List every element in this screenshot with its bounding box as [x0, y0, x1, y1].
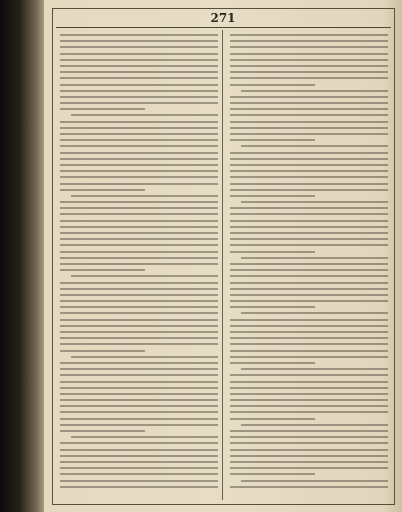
illegible-text-line: [60, 59, 218, 61]
illegible-text-line: [60, 381, 218, 383]
illegible-text-line: [230, 442, 388, 444]
illegible-text-line: [230, 387, 388, 389]
illegible-text-line: [230, 164, 388, 166]
illegible-text-line: [230, 226, 388, 228]
illegible-text-line: [71, 356, 218, 358]
illegible-text-line: [60, 473, 218, 475]
illegible-text-line: [230, 59, 388, 61]
illegible-text-line: [60, 467, 218, 469]
illegible-text-line: [60, 207, 218, 209]
illegible-text-line: [60, 189, 145, 191]
illegible-text-line: [230, 282, 388, 284]
illegible-text-line: [230, 418, 315, 420]
illegible-text-line: [60, 53, 218, 55]
illegible-text-line: [230, 46, 388, 48]
illegible-text-line: [230, 152, 388, 154]
illegible-text-line: [60, 300, 218, 302]
illegible-text-line: [230, 362, 315, 364]
illegible-text-line: [230, 331, 388, 333]
illegible-text-line: [230, 319, 388, 321]
illegible-text-line: [60, 257, 218, 259]
illegible-text-line: [60, 84, 218, 86]
illegible-text-line: [60, 108, 145, 110]
illegible-text-line: [230, 71, 388, 73]
illegible-text-line: [60, 455, 218, 457]
illegible-text-line: [230, 467, 388, 469]
illegible-text-line: [230, 127, 388, 129]
illegible-text-line: [60, 374, 218, 376]
illegible-text-line: [230, 189, 388, 191]
illegible-text-line: [60, 350, 145, 352]
illegible-text-line: [230, 343, 388, 345]
illegible-text-line: [230, 40, 388, 42]
illegible-text-line: [230, 238, 388, 240]
illegible-text-line: [230, 65, 388, 67]
illegible-text-line: [60, 418, 218, 420]
illegible-text-line: [241, 201, 388, 203]
illegible-text-line: [60, 244, 218, 246]
illegible-text-line: [230, 356, 388, 358]
illegible-text-line: [230, 455, 388, 457]
illegible-text-line: [230, 114, 388, 116]
illegible-text-line: [60, 133, 218, 135]
illegible-text-line: [230, 158, 388, 160]
illegible-text-line: [230, 207, 388, 209]
illegible-text-line: [60, 362, 218, 364]
illegible-text-line: [230, 381, 388, 383]
illegible-text-line: [241, 480, 388, 482]
illegible-text-line: [230, 374, 388, 376]
illegible-text-line: [60, 294, 218, 296]
illegible-text-line: [60, 220, 218, 222]
illegible-text-line: [71, 195, 218, 197]
illegible-text-line: [60, 430, 145, 432]
illegible-text-line: [230, 399, 388, 401]
illegible-text-line: [60, 40, 218, 42]
illegible-text-line: [60, 337, 218, 339]
illegible-text-line: [60, 269, 145, 271]
illegible-text-line: [60, 399, 218, 401]
illegible-text-line: [60, 127, 218, 129]
illegible-text-line: [230, 34, 388, 36]
illegible-text-line: [60, 158, 218, 160]
illegible-text-line: [230, 53, 388, 55]
illegible-text-line: [60, 238, 218, 240]
illegible-text-line: [230, 288, 388, 290]
illegible-text-line: [241, 145, 388, 147]
illegible-text-line: [60, 139, 218, 141]
illegible-text-line: [230, 393, 388, 395]
illegible-text-line: [60, 145, 218, 147]
illegible-text-line: [60, 480, 218, 482]
illegible-text-line: [60, 486, 218, 488]
illegible-text-line: [230, 436, 388, 438]
illegible-text-line: [230, 275, 388, 277]
page-number: 271: [210, 11, 236, 25]
illegible-text-line: [230, 473, 315, 475]
illegible-text-line: [230, 102, 388, 104]
illegible-text-line: [60, 393, 218, 395]
illegible-text-line: [230, 430, 388, 432]
illegible-text-line: [60, 170, 218, 172]
illegible-text-line: [241, 90, 388, 92]
illegible-text-line: [60, 90, 218, 92]
illegible-text-line: [60, 282, 218, 284]
illegible-text-line: [60, 424, 218, 426]
illegible-text-line: [241, 424, 388, 426]
illegible-text-line: [230, 139, 315, 141]
illegible-text-line: [230, 449, 388, 451]
illegible-text-line: [230, 96, 388, 98]
illegible-text-line: [60, 325, 218, 327]
book-binding-gutter: [0, 0, 44, 512]
illegible-text-line: [241, 312, 388, 314]
illegible-text-line: [230, 232, 388, 234]
illegible-text-line: [230, 170, 388, 172]
illegible-text-line: [60, 442, 218, 444]
illegible-text-line: [230, 306, 315, 308]
illegible-text-line: [60, 213, 218, 215]
illegible-text-line: [60, 263, 218, 265]
header-rule: [56, 27, 391, 28]
illegible-text-line: [60, 288, 218, 290]
illegible-text-line: [230, 486, 388, 488]
illegible-text-line: [230, 269, 388, 271]
illegible-text-line: [230, 350, 388, 352]
illegible-text-line: [60, 387, 218, 389]
illegible-text-line: [60, 331, 218, 333]
illegible-text-line: [230, 300, 388, 302]
illegible-text-line: [60, 77, 218, 79]
illegible-text-line: [60, 65, 218, 67]
illegible-text-line: [230, 325, 388, 327]
illegible-text-line: [60, 251, 218, 253]
illegible-text-line: [60, 183, 218, 185]
illegible-text-line: [60, 405, 218, 407]
illegible-text-line: [60, 411, 218, 413]
illegible-text-line: [71, 114, 218, 116]
illegible-text-line: [60, 201, 218, 203]
illegible-text-line: [60, 34, 218, 36]
illegible-text-line: [60, 461, 218, 463]
illegible-text-line: [230, 195, 315, 197]
illegible-text-line: [230, 294, 388, 296]
illegible-text-line: [230, 84, 315, 86]
illegible-text-line: [60, 343, 218, 345]
illegible-text-line: [230, 176, 388, 178]
illegible-text-line: [60, 312, 218, 314]
illegible-text-line: [71, 275, 218, 277]
illegible-text-line: [230, 213, 388, 215]
illegible-text-line: [241, 257, 388, 259]
illegible-text-line: [71, 436, 218, 438]
illegible-text-line: [230, 244, 388, 246]
illegible-text-line: [230, 411, 388, 413]
illegible-text-line: [60, 71, 218, 73]
illegible-text-line: [230, 121, 388, 123]
illegible-text-line: [60, 152, 218, 154]
illegible-text-line: [60, 176, 218, 178]
illegible-text-line: [230, 337, 388, 339]
illegible-text-line: [241, 368, 388, 370]
text-column-left: [60, 34, 218, 500]
illegible-text-line: [230, 108, 388, 110]
illegible-text-line: [60, 96, 218, 98]
illegible-text-line: [60, 232, 218, 234]
illegible-text-line: [230, 251, 315, 253]
illegible-text-line: [230, 263, 388, 265]
illegible-text-line: [230, 133, 388, 135]
illegible-text-line: [230, 77, 388, 79]
text-column-right: [230, 34, 388, 500]
illegible-text-line: [230, 183, 388, 185]
column-divider: [222, 30, 223, 500]
illegible-text-line: [60, 306, 218, 308]
illegible-text-line: [60, 319, 218, 321]
illegible-text-line: [60, 102, 218, 104]
illegible-text-line: [60, 449, 218, 451]
illegible-text-line: [230, 405, 388, 407]
illegible-text-line: [60, 164, 218, 166]
illegible-text-line: [60, 46, 218, 48]
illegible-text-line: [60, 121, 218, 123]
illegible-text-line: [230, 220, 388, 222]
illegible-text-line: [60, 368, 218, 370]
illegible-text-line: [230, 461, 388, 463]
illegible-text-line: [60, 226, 218, 228]
